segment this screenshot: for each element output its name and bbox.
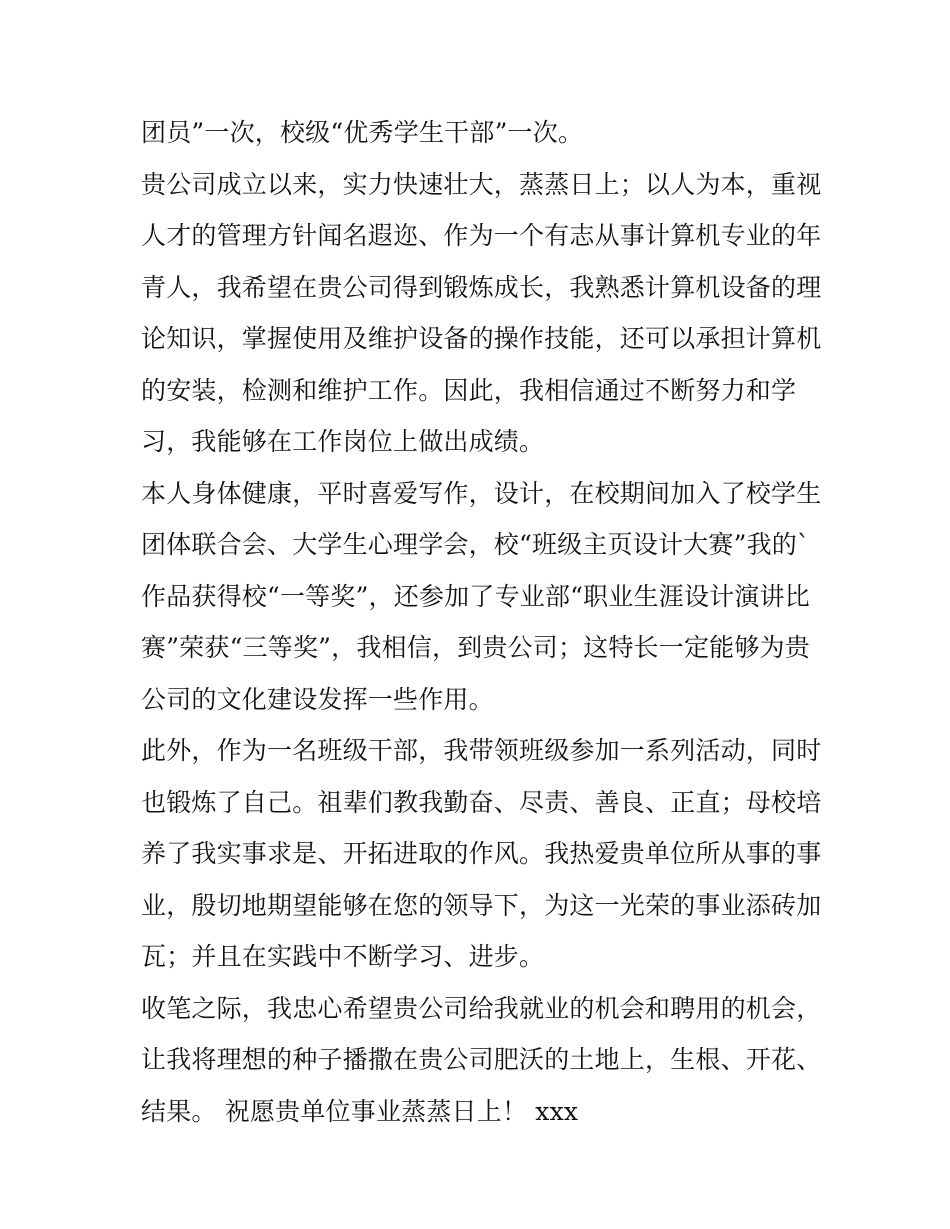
text-line: 青人，我希望在贵公司得到锻炼成长，我熟悉计算机设备的理 [141, 272, 822, 302]
text-line: 赛”荣获“三等奖”，我相信，到贵公司；这特长一定能够为贵 [141, 633, 810, 662]
text-line: 论知识，掌握使用及维护设备的操作技能，还可以承担计算机 [141, 324, 822, 353]
letter-body [141, 107, 831, 1137]
text-line: 收笔之际，我忠心希望贵公司给我就业的机会和聘用的机会， [141, 993, 822, 1023]
text-line: 让我将理想的种子播撒在贵公司肥沃的土地上，生根、开花、 [141, 1045, 822, 1074]
text-line: 结果。 祝愿贵单位事业蒸蒸日上！ xxx [141, 1096, 579, 1126]
text-line: 公司的文化建设发挥一些作用。 [141, 684, 494, 714]
text-line: 贵公司成立以来，实力快速壮大，蒸蒸日上；以人为本，重视 [141, 169, 822, 199]
text-line: 此外，作为一名班级干部，我带领班级参加一系列活动，同时 [141, 736, 822, 765]
text-line: 业，殷切地期望能够在您的领导下，为这一光荣的事业添砖加 [141, 890, 822, 920]
text-line: 习，我能够在工作岗位上做出成绩。 [141, 427, 545, 456]
text-line: 养了我实事求是、开拓进取的作风。我热爱贵单位所从事的事 [141, 839, 822, 868]
text-line: 也锻炼了自己。祖辈们教我勤奋、尽责、善良、正直；母校培 [141, 787, 822, 817]
text-line: 本人身体健康，平时喜爱写作，设计，在校期间加入了校学生 [141, 478, 822, 508]
text-line: 人才的管理方针闻名遐迩、作为一个有志从事计算机专业的年 [141, 221, 822, 250]
text-line: 团员”一次，校级“优秀学生干部”一次。 [141, 118, 584, 147]
text-line: 团体联合会、大学生心理学会，校“班级主页设计大赛”我的` [141, 530, 810, 559]
text-line: 的安装，检测和维护工作。因此，我相信通过不断努力和学 [141, 375, 797, 405]
text-line: 作品获得校“一等奖”，还参加了专业部“职业生涯设计演讲比 [141, 581, 810, 611]
text-line: 瓦；并且在实践中不断学习、进步。 [141, 942, 545, 971]
